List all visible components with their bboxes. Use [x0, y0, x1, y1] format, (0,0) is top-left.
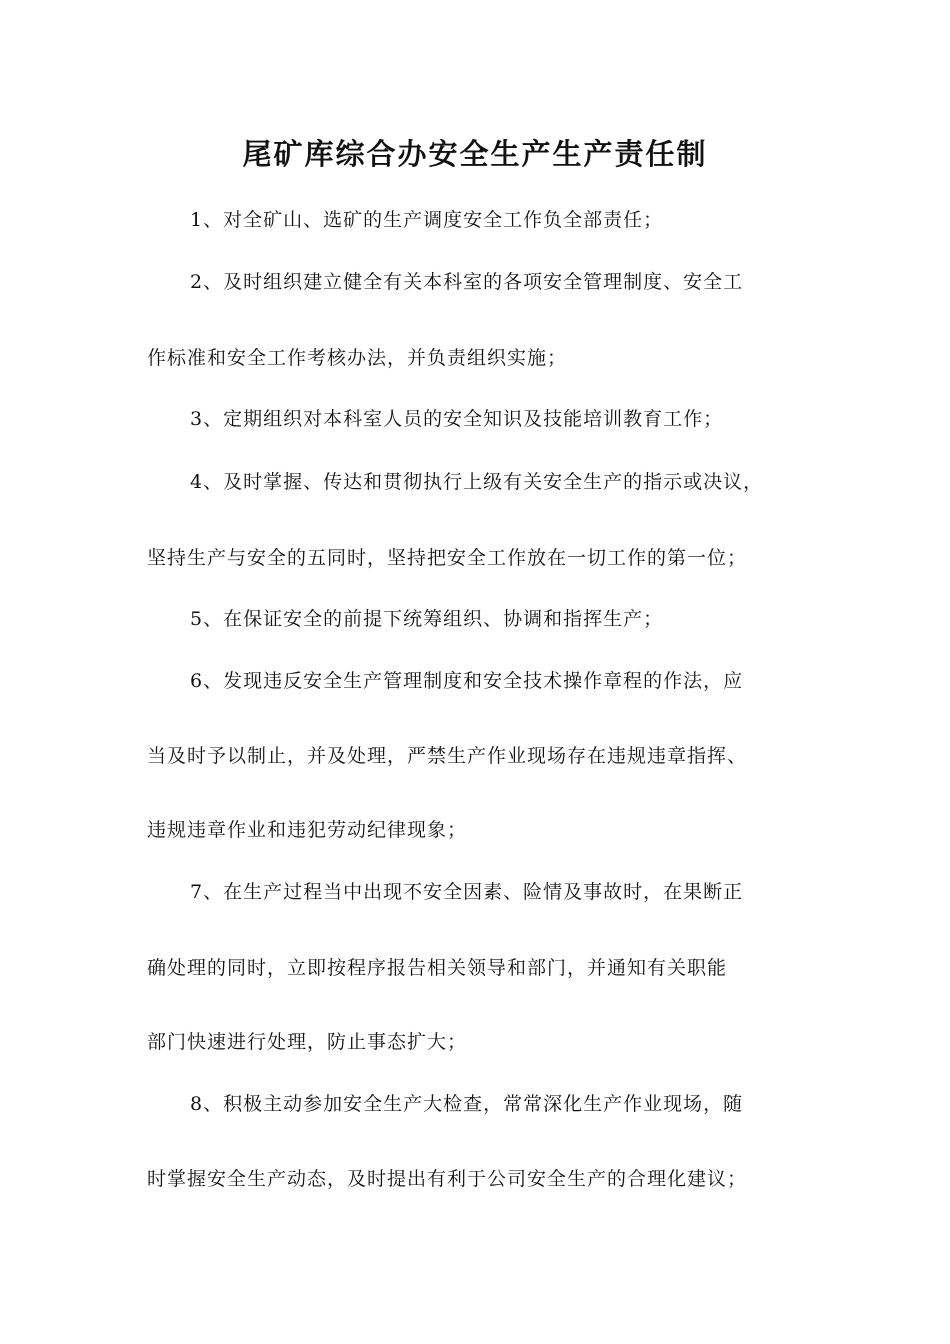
- paragraph-line: 4、及时掌握、传达和贯彻执行上级有关安全生产的指示或决议，: [190, 471, 764, 493]
- paragraph-line: 3、定期组织对本科室人员的安全知识及技能培训教育工作；: [190, 408, 724, 430]
- paragraph-line: 8、积极主动参加安全生产大检查，常常深化生产作业现场，随: [190, 1093, 744, 1115]
- paragraph-line: 时掌握安全生产动态，及时提出有利于公司安全生产的合理化建议；: [147, 1168, 748, 1190]
- paragraph-line: 2、及时组织建立健全有关本科室的各项安全管理制度、安全工: [190, 271, 744, 293]
- paragraph-line: 当及时予以制止，并及处理，严禁生产作业现场存在违规违章指挥、: [147, 745, 748, 767]
- document-title: 尾矿库综合办安全生产生产责任制: [242, 137, 708, 171]
- paragraph-line: 坚持生产与安全的五同时，坚持把安全工作放在一切工作的第一位；: [147, 547, 748, 569]
- paragraph-line: 违规违章作业和违犯劳动纪律现象；: [147, 819, 468, 841]
- paragraph-line: 作标准和安全工作考核办法，并负责组织实施；: [147, 347, 568, 369]
- paragraph-line: 6、发现违反安全生产管理制度和安全技术操作章程的作法，应: [190, 670, 744, 692]
- paragraph-line: 1、对全矿山、选矿的生产调度安全工作负全部责任；: [190, 209, 664, 231]
- paragraph-line: 确处理的同时，立即按程序报告相关领导和部门，并通知有关职能: [147, 957, 728, 979]
- paragraph-line: 部门快速进行处理，防止事态扩大；: [147, 1031, 468, 1053]
- paragraph-line: 5、在保证安全的前提下统筹组织、协调和指挥生产；: [190, 608, 664, 630]
- paragraph-line: 7、在生产过程当中出现不安全因素、险情及事故时，在果断正: [190, 881, 744, 903]
